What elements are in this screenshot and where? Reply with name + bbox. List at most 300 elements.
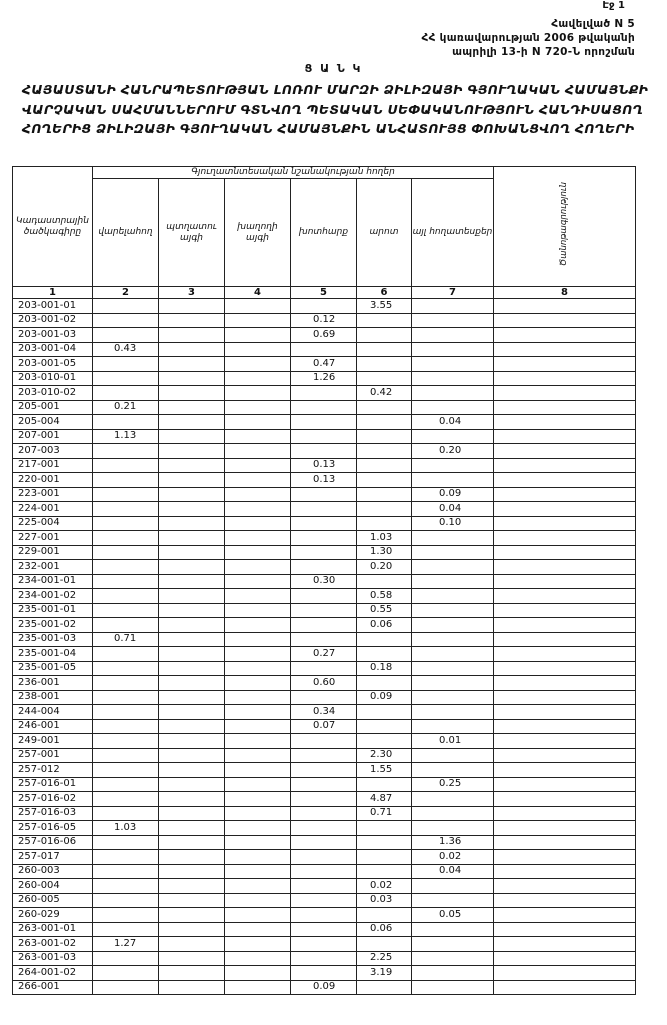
area-cell xyxy=(412,560,494,575)
area-cell xyxy=(225,893,291,908)
area-cell xyxy=(412,705,494,720)
area-cell xyxy=(159,589,225,604)
table-row xyxy=(13,850,636,865)
area-cell: 1.30 xyxy=(357,545,412,560)
area-cell: 0.47 xyxy=(291,357,357,372)
area-cell xyxy=(225,850,291,865)
area-cell xyxy=(225,618,291,633)
cadastral-code-cell: 266-001 xyxy=(13,980,93,995)
cadastral-code-cell: 260-005 xyxy=(13,893,93,908)
area-cell xyxy=(159,908,225,923)
area-cell xyxy=(494,821,636,836)
table-row xyxy=(13,603,636,618)
area-cell xyxy=(291,661,357,676)
table-row xyxy=(13,676,636,691)
column-number: 5 xyxy=(291,287,357,299)
area-cell: 0.02 xyxy=(412,850,494,865)
cadastral-code-cell: 257-016-02 xyxy=(13,792,93,807)
area-cell xyxy=(225,647,291,662)
appendix-line: Հավելված N 5 xyxy=(551,18,635,30)
area-cell xyxy=(225,545,291,560)
cadastral-code-cell: 260-029 xyxy=(13,908,93,923)
area-cell xyxy=(225,603,291,618)
table-row xyxy=(13,574,636,589)
area-cell xyxy=(159,850,225,865)
column-header-code: Կադաստրային ծածկագիրը xyxy=(13,167,93,287)
area-cell: 0.07 xyxy=(291,719,357,734)
area-cell xyxy=(357,473,412,488)
area-cell xyxy=(225,980,291,995)
area-cell xyxy=(93,980,159,995)
area-cell xyxy=(412,966,494,981)
area-cell xyxy=(494,473,636,488)
area-cell xyxy=(357,980,412,995)
area-cell xyxy=(412,632,494,647)
area-cell xyxy=(93,386,159,401)
area-cell xyxy=(159,603,225,618)
area-cell xyxy=(159,821,225,836)
area-cell xyxy=(159,429,225,444)
area-cell xyxy=(225,879,291,894)
table-row xyxy=(13,908,636,923)
cadastral-code-cell: 203-001-05 xyxy=(13,357,93,372)
table-row xyxy=(13,371,636,386)
area-cell xyxy=(225,516,291,531)
area-cell xyxy=(357,864,412,879)
area-cell xyxy=(225,951,291,966)
area-cell xyxy=(494,937,636,952)
area-cell xyxy=(494,777,636,792)
appendix-line: ՀՀ կառավարության 2006 թվականի xyxy=(421,32,635,44)
area-cell xyxy=(159,777,225,792)
area-cell xyxy=(159,618,225,633)
area-cell xyxy=(494,487,636,502)
area-cell xyxy=(225,444,291,459)
area-cell xyxy=(291,748,357,763)
area-cell xyxy=(225,937,291,952)
area-cell xyxy=(225,313,291,328)
area-cell xyxy=(159,458,225,473)
area-cell xyxy=(225,458,291,473)
area-cell xyxy=(412,589,494,604)
cadastral-code-cell: 257-012 xyxy=(13,763,93,778)
cadastral-code-cell: 235-001-04 xyxy=(13,647,93,662)
area-cell xyxy=(159,792,225,807)
area-cell xyxy=(225,415,291,430)
area-cell xyxy=(225,531,291,546)
table-row xyxy=(13,531,636,546)
area-cell xyxy=(357,371,412,386)
area-cell xyxy=(357,313,412,328)
area-cell xyxy=(159,560,225,575)
table-row xyxy=(13,299,636,314)
area-cell xyxy=(494,371,636,386)
table-row xyxy=(13,313,636,328)
area-cell: 0.43 xyxy=(93,342,159,357)
area-cell xyxy=(159,937,225,952)
area-cell xyxy=(357,777,412,792)
cadastral-code-cell: 220-001 xyxy=(13,473,93,488)
column-number: 1 xyxy=(13,287,93,299)
area-cell xyxy=(225,429,291,444)
table-row xyxy=(13,734,636,749)
area-cell xyxy=(225,661,291,676)
area-cell xyxy=(412,792,494,807)
area-cell xyxy=(159,676,225,691)
area-cell xyxy=(93,763,159,778)
area-cell xyxy=(357,821,412,836)
area-cell xyxy=(225,400,291,415)
area-cell xyxy=(412,386,494,401)
document-subtitle-line: ՀԱՅԱՍՏԱՆԻ ՀԱՆՐԱՊԵՏՈՒԹՅԱՆ ԼՈՌՈՒ ՄԱՐԶԻ ՁԻԼԻԶԱՅԻ ԳՅՈՒՂԱԿԱՆ ՀԱՄԱՅՆՔԻ xyxy=(22,82,649,97)
area-cell: 0.27 xyxy=(291,647,357,662)
cadastral-code-cell: 235-001-05 xyxy=(13,661,93,676)
area-cell xyxy=(159,415,225,430)
area-cell xyxy=(494,734,636,749)
table-row xyxy=(13,690,636,705)
area-cell xyxy=(93,487,159,502)
area-cell xyxy=(291,299,357,314)
table-row xyxy=(13,342,636,357)
area-cell xyxy=(494,458,636,473)
area-cell: 0.20 xyxy=(357,560,412,575)
table-row xyxy=(13,864,636,879)
area-cell xyxy=(93,371,159,386)
area-cell xyxy=(159,400,225,415)
table-row xyxy=(13,719,636,734)
area-cell xyxy=(225,473,291,488)
area-cell xyxy=(494,545,636,560)
area-cell xyxy=(412,879,494,894)
column-number: 3 xyxy=(159,287,225,299)
column-number: 7 xyxy=(412,287,494,299)
area-cell xyxy=(357,444,412,459)
table-row xyxy=(13,937,636,952)
area-cell xyxy=(159,502,225,517)
area-cell: 0.34 xyxy=(291,705,357,720)
area-cell xyxy=(494,560,636,575)
cadastral-code-cell: 203-010-01 xyxy=(13,371,93,386)
area-cell xyxy=(357,328,412,343)
area-cell: 0.30 xyxy=(291,574,357,589)
area-cell xyxy=(412,806,494,821)
area-cell xyxy=(494,618,636,633)
area-cell xyxy=(357,574,412,589)
area-cell xyxy=(93,922,159,937)
column-number: 2 xyxy=(93,287,159,299)
area-cell xyxy=(93,734,159,749)
area-cell xyxy=(93,748,159,763)
column-header: պտղատու այգի xyxy=(159,179,225,287)
area-cell: 0.18 xyxy=(357,661,412,676)
area-cell xyxy=(291,734,357,749)
area-cell xyxy=(494,313,636,328)
area-cell xyxy=(159,299,225,314)
area-cell xyxy=(494,893,636,908)
area-cell xyxy=(159,705,225,720)
table-row xyxy=(13,487,636,502)
land-table xyxy=(12,166,636,995)
area-cell xyxy=(494,806,636,821)
area-cell: 1.13 xyxy=(93,429,159,444)
area-cell xyxy=(159,719,225,734)
area-cell xyxy=(93,966,159,981)
cadastral-code-cell: 223-001 xyxy=(13,487,93,502)
table-body xyxy=(13,299,636,995)
cadastral-code-cell: 227-001 xyxy=(13,531,93,546)
area-cell xyxy=(225,342,291,357)
area-cell xyxy=(291,632,357,647)
table-row xyxy=(13,458,636,473)
note-header-text: Ծանոթագրություն xyxy=(559,182,570,267)
cadastral-code-cell: 264-001-02 xyxy=(13,966,93,981)
area-cell xyxy=(225,502,291,517)
table-row xyxy=(13,429,636,444)
area-cell: 0.69 xyxy=(291,328,357,343)
table-row xyxy=(13,415,636,430)
area-cell xyxy=(291,516,357,531)
area-cell: 0.55 xyxy=(357,603,412,618)
area-cell xyxy=(412,313,494,328)
area-cell xyxy=(159,545,225,560)
area-cell xyxy=(357,850,412,865)
area-cell xyxy=(159,893,225,908)
area-cell xyxy=(412,357,494,372)
area-cell xyxy=(93,879,159,894)
document-title: Ց Ա Ն Կ xyxy=(304,62,363,75)
area-cell xyxy=(159,879,225,894)
area-cell: 0.01 xyxy=(412,734,494,749)
cadastral-code-cell: 249-001 xyxy=(13,734,93,749)
table-row xyxy=(13,951,636,966)
appendix-line: ապրիլի 13-ի N 720-Ն որոշման xyxy=(452,46,635,58)
area-cell xyxy=(494,516,636,531)
table-row xyxy=(13,545,636,560)
table-row xyxy=(13,589,636,604)
area-cell xyxy=(412,719,494,734)
area-cell xyxy=(159,357,225,372)
area-cell xyxy=(357,357,412,372)
area-cell xyxy=(357,937,412,952)
area-cell xyxy=(494,603,636,618)
area-cell: 0.20 xyxy=(412,444,494,459)
area-cell xyxy=(412,937,494,952)
area-cell xyxy=(93,792,159,807)
area-cell xyxy=(225,357,291,372)
cadastral-code-cell: 257-016-06 xyxy=(13,835,93,850)
area-cell xyxy=(494,951,636,966)
area-cell xyxy=(412,690,494,705)
area-cell xyxy=(412,371,494,386)
cadastral-code-cell: 234-001-02 xyxy=(13,589,93,604)
area-cell xyxy=(93,415,159,430)
area-cell xyxy=(357,516,412,531)
area-cell xyxy=(291,777,357,792)
area-cell xyxy=(225,806,291,821)
area-cell xyxy=(291,792,357,807)
area-cell: 0.05 xyxy=(412,908,494,923)
area-cell xyxy=(159,734,225,749)
area-cell xyxy=(494,864,636,879)
column-header: այլ հողատեսքեր xyxy=(412,179,494,287)
area-cell xyxy=(412,821,494,836)
area-cell: 3.19 xyxy=(357,966,412,981)
cadastral-code-cell: 263-001-03 xyxy=(13,951,93,966)
area-cell xyxy=(225,734,291,749)
area-cell xyxy=(291,806,357,821)
area-cell xyxy=(159,444,225,459)
table-row xyxy=(13,705,636,720)
cadastral-code-cell: 207-003 xyxy=(13,444,93,459)
area-cell: 1.27 xyxy=(93,937,159,952)
area-cell xyxy=(412,603,494,618)
area-cell: 0.06 xyxy=(357,922,412,937)
table-row xyxy=(13,560,636,575)
area-cell xyxy=(225,821,291,836)
table-row xyxy=(13,516,636,531)
area-cell xyxy=(159,661,225,676)
area-cell xyxy=(93,661,159,676)
area-cell xyxy=(93,560,159,575)
area-cell xyxy=(159,632,225,647)
cadastral-code-cell: 224-001 xyxy=(13,502,93,517)
area-cell xyxy=(159,342,225,357)
area-cell: 0.71 xyxy=(357,806,412,821)
area-cell: 0.02 xyxy=(357,879,412,894)
area-cell xyxy=(93,444,159,459)
area-cell xyxy=(93,705,159,720)
area-cell xyxy=(494,661,636,676)
cadastral-code-cell: 257-016-05 xyxy=(13,821,93,836)
area-cell xyxy=(494,574,636,589)
area-cell xyxy=(412,922,494,937)
area-cell xyxy=(494,386,636,401)
cadastral-code-cell: 235-001-02 xyxy=(13,618,93,633)
area-cell xyxy=(291,864,357,879)
area-cell xyxy=(494,400,636,415)
cadastral-code-cell: 235-001-01 xyxy=(13,603,93,618)
table-row xyxy=(13,922,636,937)
area-cell xyxy=(412,661,494,676)
area-cell xyxy=(159,487,225,502)
area-cell xyxy=(494,719,636,734)
area-cell xyxy=(93,531,159,546)
area-cell xyxy=(494,879,636,894)
area-cell xyxy=(357,705,412,720)
table-row xyxy=(13,661,636,676)
area-cell xyxy=(412,893,494,908)
document-subtitle-line: ՀՈՂԵՐԻՑ ՁԻԼԻԶԱՅԻ ԳՅՈՒՂԱԿԱՆ ՀԱՄԱՅՆՔԻՆ ԱՆՀԱՏՈՒՅՑ ՓՈԽԱՆՑՎՈՂ ՀՈՂԵՐԻ xyxy=(22,121,635,136)
cadastral-code-cell: 236-001 xyxy=(13,676,93,691)
area-cell xyxy=(412,574,494,589)
area-cell: 3.55 xyxy=(357,299,412,314)
area-cell xyxy=(93,951,159,966)
table-row xyxy=(13,357,636,372)
cadastral-code-cell: 257-001 xyxy=(13,748,93,763)
table-row xyxy=(13,879,636,894)
column-number: 6 xyxy=(357,287,412,299)
area-cell xyxy=(357,734,412,749)
area-cell xyxy=(159,531,225,546)
area-cell xyxy=(93,574,159,589)
table-row xyxy=(13,618,636,633)
cadastral-code-cell: 203-001-02 xyxy=(13,313,93,328)
table-row xyxy=(13,980,636,995)
area-cell xyxy=(225,299,291,314)
area-cell xyxy=(225,560,291,575)
area-cell xyxy=(412,647,494,662)
area-cell xyxy=(291,429,357,444)
area-cell xyxy=(291,487,357,502)
area-cell xyxy=(494,748,636,763)
area-cell xyxy=(159,763,225,778)
area-cell xyxy=(291,922,357,937)
area-cell: 0.04 xyxy=(412,415,494,430)
area-cell xyxy=(159,806,225,821)
area-cell xyxy=(291,763,357,778)
area-cell: 0.58 xyxy=(357,589,412,604)
table-row xyxy=(13,792,636,807)
cadastral-code-cell: 234-001-01 xyxy=(13,574,93,589)
area-cell: 0.04 xyxy=(412,864,494,879)
table-row xyxy=(13,502,636,517)
column-number-row xyxy=(13,287,636,299)
area-cell xyxy=(291,502,357,517)
area-cell xyxy=(93,719,159,734)
area-cell xyxy=(159,386,225,401)
area-cell xyxy=(159,922,225,937)
area-cell xyxy=(93,777,159,792)
area-cell xyxy=(159,647,225,662)
area-cell xyxy=(159,371,225,386)
area-cell xyxy=(291,893,357,908)
area-cell xyxy=(494,908,636,923)
area-cell xyxy=(494,676,636,691)
document-subtitle-line: ՎԱՐՉԱԿԱՆ ՍԱՀՄԱՆՆԵՐՈՒՄ ԳՏՆՎՈՂ ՊԵՏԱԿԱՆ ՍԵՓԱԿԱՆՈՒԹՅՈՒՆ ՀԱՆԴԻՍԱՑՈՂ xyxy=(22,102,643,117)
area-cell: 1.26 xyxy=(291,371,357,386)
area-cell xyxy=(225,719,291,734)
area-cell xyxy=(494,647,636,662)
area-cell xyxy=(357,676,412,691)
area-cell xyxy=(225,386,291,401)
area-cell: 0.09 xyxy=(291,980,357,995)
cadastral-code-cell: 257-016-01 xyxy=(13,777,93,792)
area-cell xyxy=(225,690,291,705)
area-cell xyxy=(159,951,225,966)
cadastral-code-cell: 235-001-03 xyxy=(13,632,93,647)
area-cell xyxy=(357,487,412,502)
table-row xyxy=(13,893,636,908)
area-cell xyxy=(412,980,494,995)
area-cell xyxy=(357,835,412,850)
cadastral-code-cell: 238-001 xyxy=(13,690,93,705)
cadastral-code-cell: 232-001 xyxy=(13,560,93,575)
area-cell xyxy=(291,342,357,357)
area-cell: 2.30 xyxy=(357,748,412,763)
cadastral-code-cell: 263-001-02 xyxy=(13,937,93,952)
area-cell xyxy=(93,502,159,517)
area-cell xyxy=(357,632,412,647)
area-cell xyxy=(225,632,291,647)
column-number: 8 xyxy=(494,287,636,299)
area-cell xyxy=(494,835,636,850)
area-cell xyxy=(494,328,636,343)
area-cell: 1.55 xyxy=(357,763,412,778)
area-cell xyxy=(93,458,159,473)
area-cell xyxy=(159,966,225,981)
area-cell xyxy=(225,966,291,981)
area-cell xyxy=(225,371,291,386)
